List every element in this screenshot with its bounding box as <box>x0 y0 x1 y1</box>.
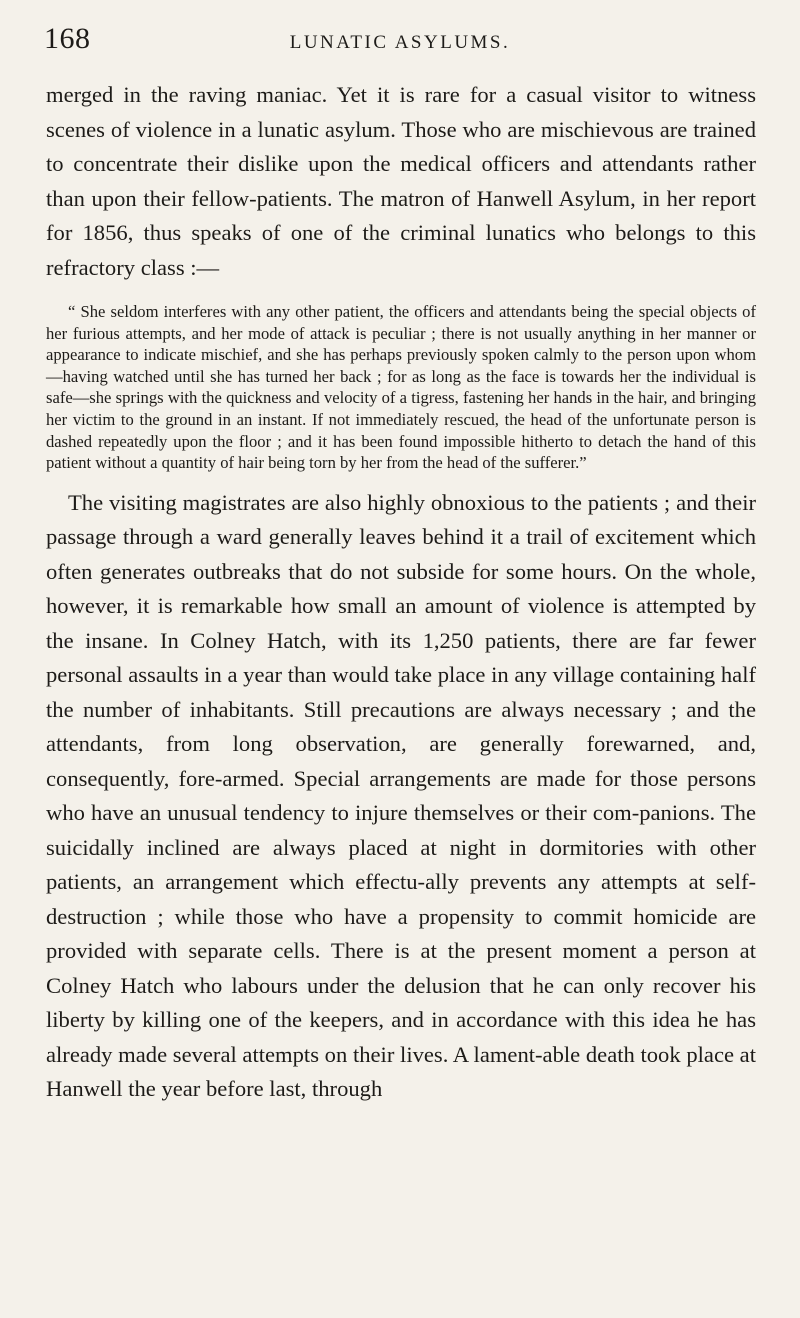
page-number: 168 <box>44 22 91 55</box>
block-quotation: “ She seldom interferes with any other patient, the officers and attendants being the special objects of her furious attempts, and her mode of attack is peculiar ; there is not usually anything in her manner or appearance to indicate mischief, and she has perhaps previously spoken calmly to the person upon whom—having watched until she has turned her back ; for as long as the face is towards her the individual is safe—she springs with the quickness and velocity of a tigress, fastening her hands in the hair, and bringing her victim to the ground in an instant. If not immediately rescued, the head of the unfortunate person is dashed repeatedly upon the floor ; and it has been found impossible hitherto to detach the hand of this patient without a quantity of hair being torn by her from the head of the sufferer.” <box>46 302 756 473</box>
paragraph-opening: merged in the raving maniac. Yet it is rare for a casual visitor to witness scenes of violence in a lunatic asylum. Those who are mischievous are trained to concentrate their dislike upon the medical officers and attendants rather than upon their fellow-patients. The matron of Hanwell Asylum, in her report for 1856, thus speaks of one of the criminal lunatics who belongs to this refractory class :— <box>46 82 756 280</box>
body-text <box>46 78 756 1107</box>
page-header <box>44 22 756 62</box>
running-title: LUNATIC ASYLUMS. <box>289 32 511 53</box>
paragraph-main: The visiting magistrates are also highly obnoxious to the patients ; and their passage through a ward generally leaves behind it a trail of excitement which often generates outbreaks that do not subside for some hours. On the whole, however, it is remarkable how small an amount of violence is attempted by the insane. In Colney Hatch, with its 1,250 patients, there are far fewer personal assaults in a year than would take place in any village containing half the number of inhabitants. Still precautions are always necessary ; and the attendants, from long observation, are generally forewarned, and, consequently, fore-armed. Special arrangements are made for those persons who have an unusual tendency to injure themselves or their com-panions. The suicidally inclined are always placed at night in dormitories with other patients, an arrangement which effectu-ally prevents any attempts at self-destruction ; while those who have a propensity to commit homicide are provided with separate cells. There is at the present moment a person at Colney Hatch who labours under the delusion that he can only recover his liberty by killing one of the keepers, and in accordance with this idea he has already made several attempts on their lives. A lament-able death took place at Hanwell the year before last, through <box>46 489 756 1102</box>
